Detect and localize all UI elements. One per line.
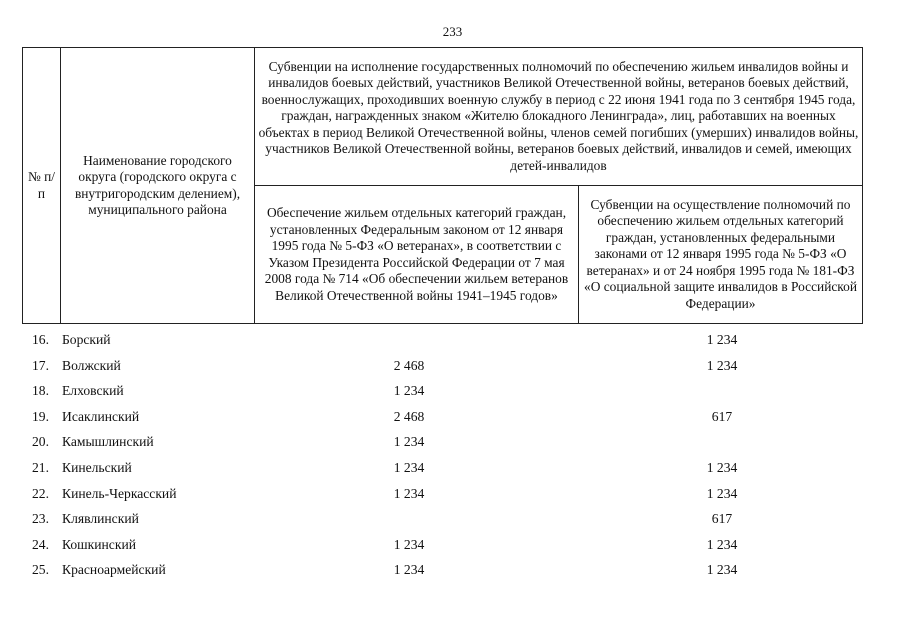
row-municipality: Клявлинский [62, 511, 139, 527]
row-number: 20. [32, 434, 49, 450]
table-row [22, 457, 862, 483]
row-number: 19. [32, 408, 49, 424]
row-number: 16. [32, 332, 49, 347]
row-municipality: Кинель-Черкасский [62, 485, 177, 501]
row-municipality: Волжский [62, 357, 121, 373]
header-column-subvention-powers: Субвенции на осуществление полномочий по обеспечению жильем отдельных категорий граждан, установленных федеральными законами от 12 января 1995 года № 5-ФЗ «О ветеранах» и от 24 ноября 1995 года № 181-ФЗ «О социальной защите инвалидов в Российской Федерации» [579, 186, 863, 324]
row-number: 25. [32, 562, 49, 578]
row-value-subvention: 1 234 [706, 332, 738, 347]
row-number: 21. [32, 459, 49, 475]
row-number: 22. [32, 485, 49, 501]
table-row [22, 355, 862, 381]
row-value-housing: 1 234 [393, 536, 425, 552]
row-value-subvention: 1 234 [706, 459, 738, 475]
row-municipality: Борский [62, 332, 111, 347]
table-row [22, 406, 862, 432]
row-municipality: Кинельский [62, 459, 132, 475]
table-row [22, 559, 862, 585]
table-row [22, 483, 862, 509]
row-municipality: Кошкинский [62, 536, 136, 552]
row-value-housing: 1 234 [393, 562, 425, 578]
row-municipality: Камышлинский [62, 434, 154, 450]
table-row [22, 380, 862, 406]
row-value-housing: 2 468 [393, 408, 425, 424]
row-value-subvention: 1 234 [706, 536, 738, 552]
row-value-subvention: 1 234 [706, 562, 738, 578]
row-value-subvention: 617 [711, 408, 733, 424]
page-number: 233 [442, 24, 463, 39]
row-value-subvention: 1 234 [706, 357, 738, 373]
row-value-subvention: 617 [711, 511, 733, 527]
header-subvention-group: Субвенции на исполнение государственных полномочий по обеспечению жильем инвалидов войны и инвалидов боевых действий, участников Великой Отечественной войны, ветеранов боевых действий, военнослужащих, проходивших военную службу в период с 22 июня 1941 года по 3 сентября 1945 года, граждан, награжденных знаком «Жителю блокадного Ленинграда», лиц, работавших на военных объектах в период Великой Отечественной войны, членов семей погибших (умерших) инвалидов войны, участников Великой Отечественной войны, ветеранов боевых действий, инвалидов и семей, имеющих детей-инвалидов [255, 48, 863, 186]
row-number: 18. [32, 383, 49, 399]
row-value-housing: 1 234 [393, 459, 425, 475]
row-value-housing: 1 234 [393, 383, 425, 399]
row-value-subvention: 1 234 [706, 485, 738, 501]
table-row [22, 534, 862, 560]
row-number: 24. [32, 536, 49, 552]
table-row [22, 508, 862, 534]
table-row [22, 431, 862, 457]
row-number: 23. [32, 511, 49, 527]
table-header [22, 47, 863, 324]
row-municipality: Красноармейский [62, 562, 166, 578]
header-municipality-name: Наименование городского округа (городского округа с внутригородским делением), муниципального района [61, 48, 255, 324]
table-body [22, 329, 862, 585]
row-municipality: Елховский [62, 383, 124, 399]
row-municipality: Исаклинский [62, 408, 140, 424]
row-number: 17. [32, 357, 49, 373]
row-value-housing: 1 234 [393, 485, 425, 501]
header-column-housing-veterans: Обеспечение жильем отдельных категорий граждан, установленных Федеральным законом от 12 января 1995 года № 5-ФЗ «О ветеранах», в соответствии с Указом Президента Российской Федерации от 7 мая 2008 года № 714 «Об обеспечении жильем ветеранов Великой Отечественной войны 1941–1945 годов» [255, 186, 579, 324]
table-row [22, 329, 862, 355]
row-value-housing: 1 234 [393, 434, 425, 450]
header-number: № п/п [23, 48, 61, 324]
row-value-housing: 2 468 [393, 357, 425, 373]
